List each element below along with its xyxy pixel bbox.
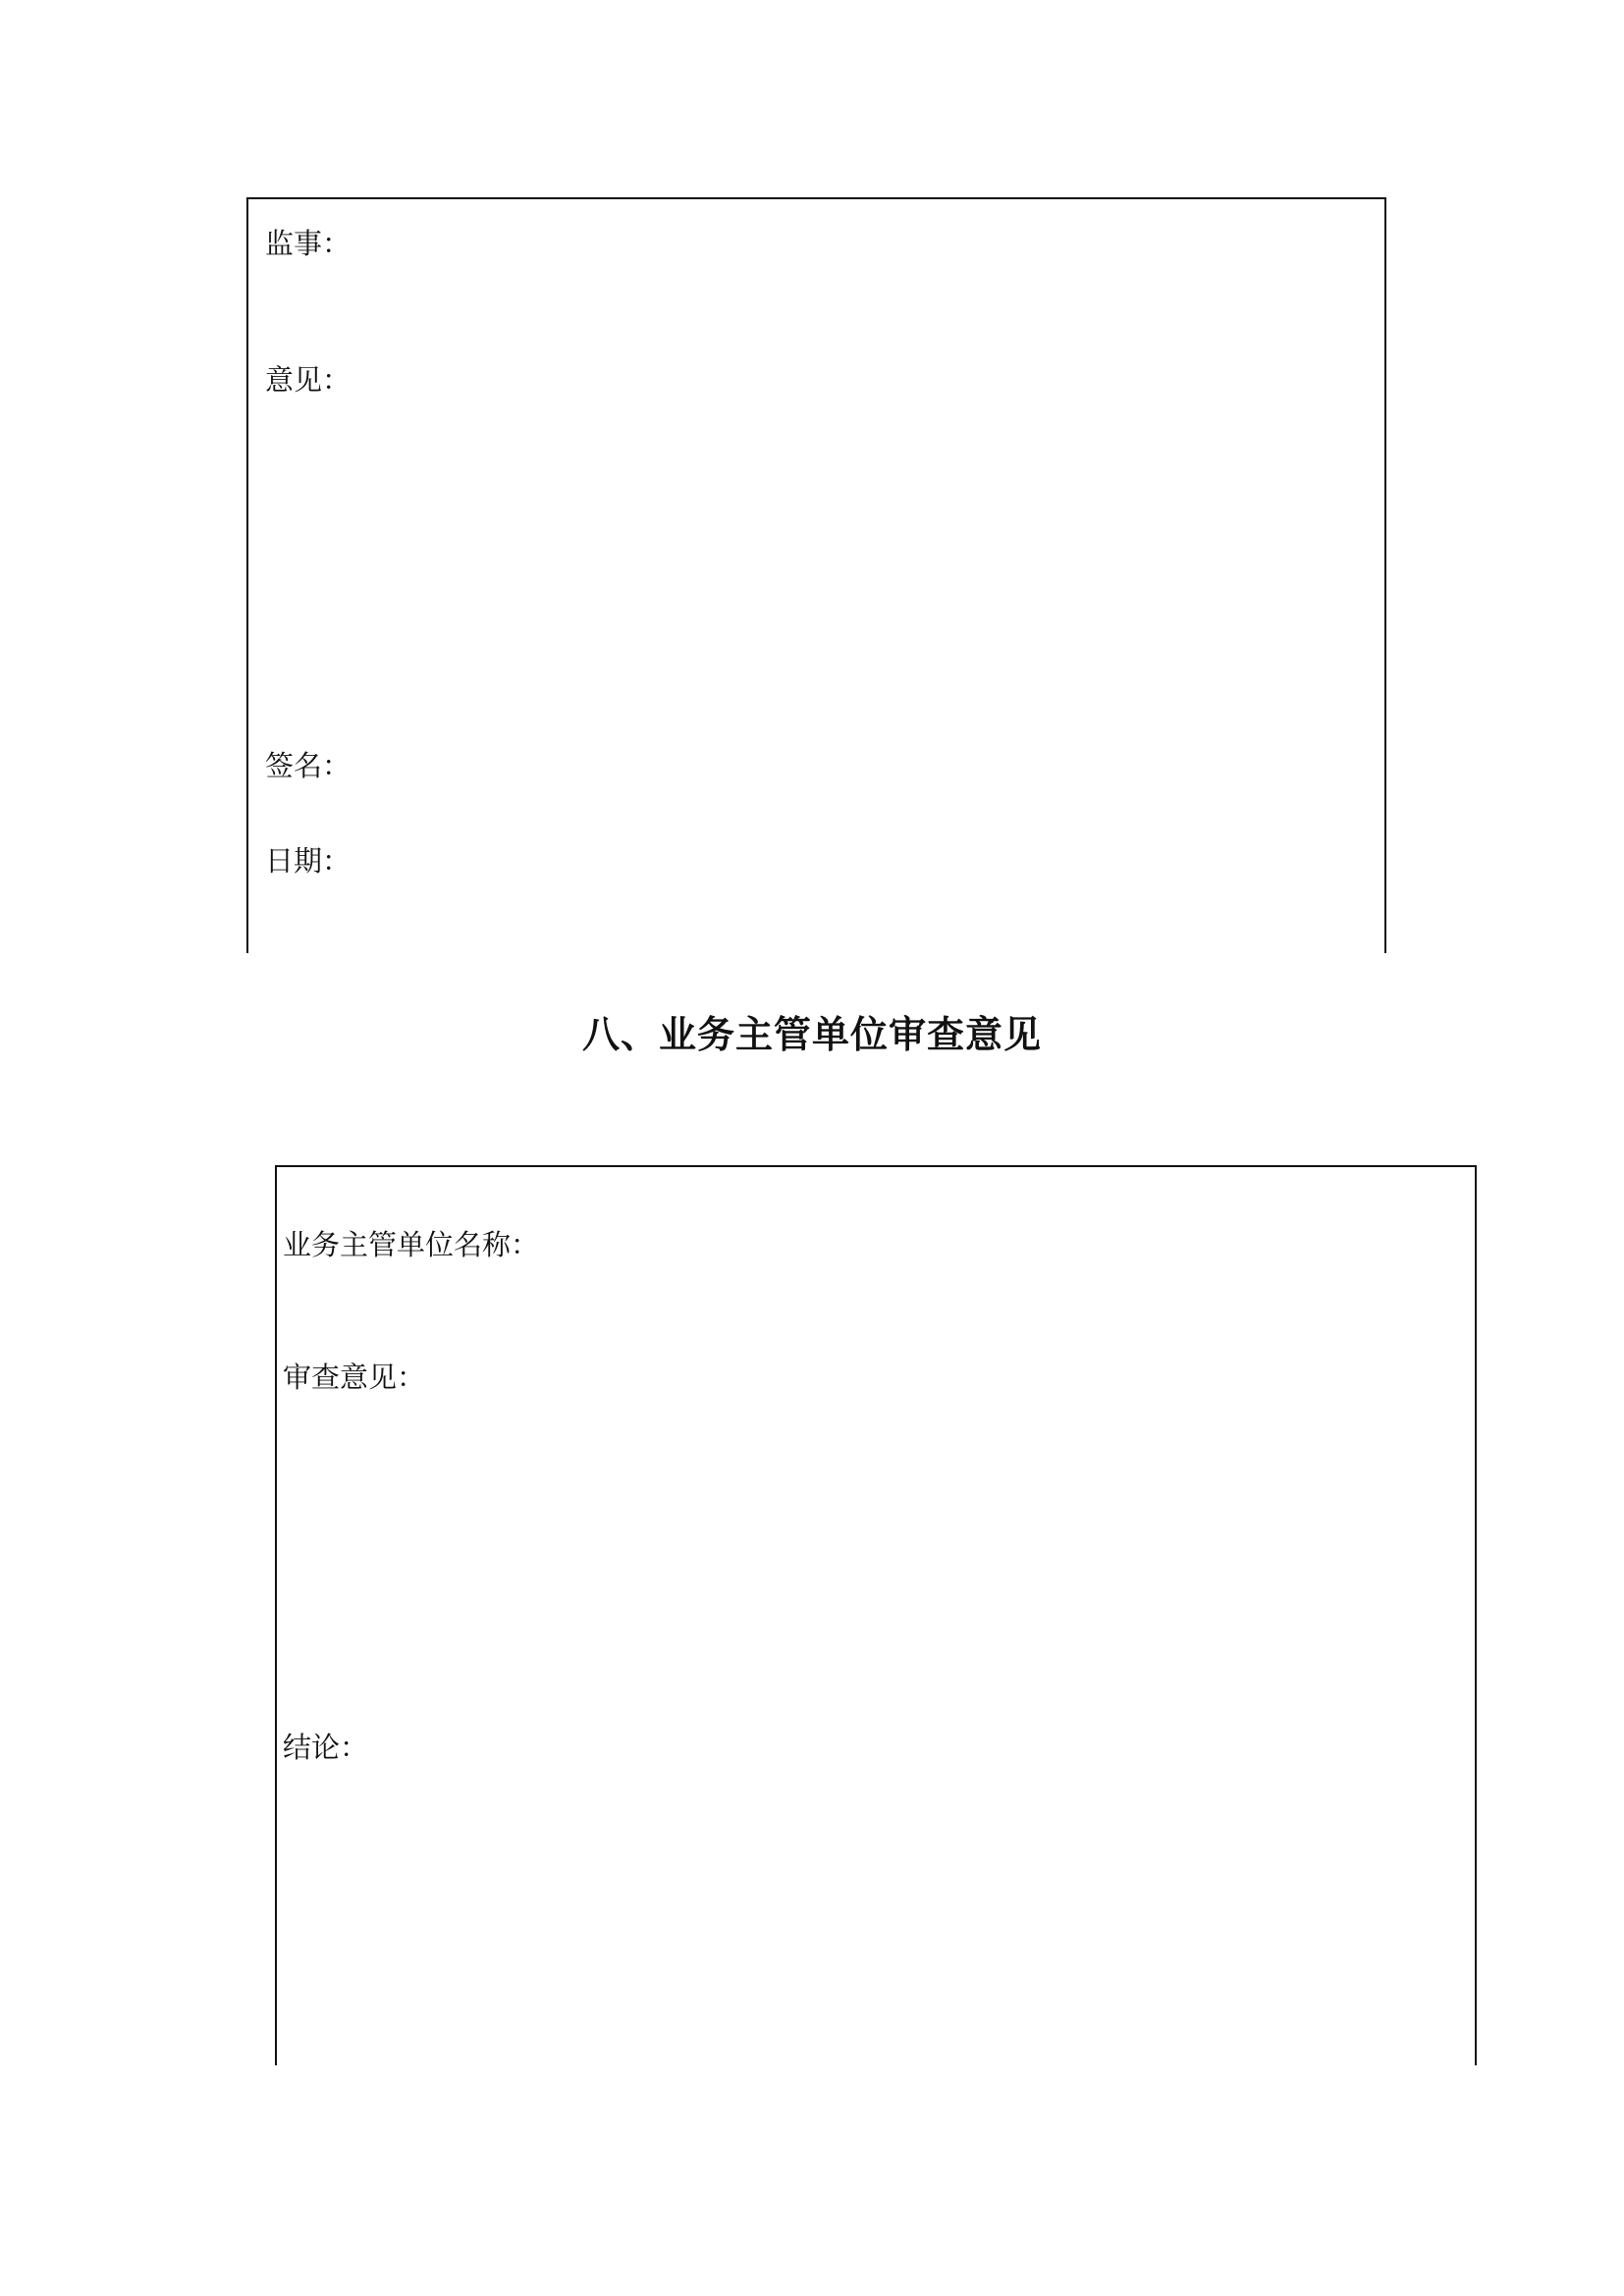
review-opinion-label: 审查意见： <box>283 1361 426 1394</box>
authority-name-label: 业务主管单位名称： <box>283 1228 540 1261</box>
supervisor-opinion-box <box>246 197 1386 953</box>
conclusion-label: 结论： <box>283 1731 369 1764</box>
signature-label: 签名： <box>265 749 352 782</box>
opinion-label: 意见： <box>265 363 352 397</box>
supervisor-label: 监事： <box>265 227 352 260</box>
section-title: 八、业务主管单位审查意见 <box>581 1013 1042 1056</box>
date-label: 日期： <box>265 844 352 878</box>
authority-review-box <box>275 1165 1477 2065</box>
